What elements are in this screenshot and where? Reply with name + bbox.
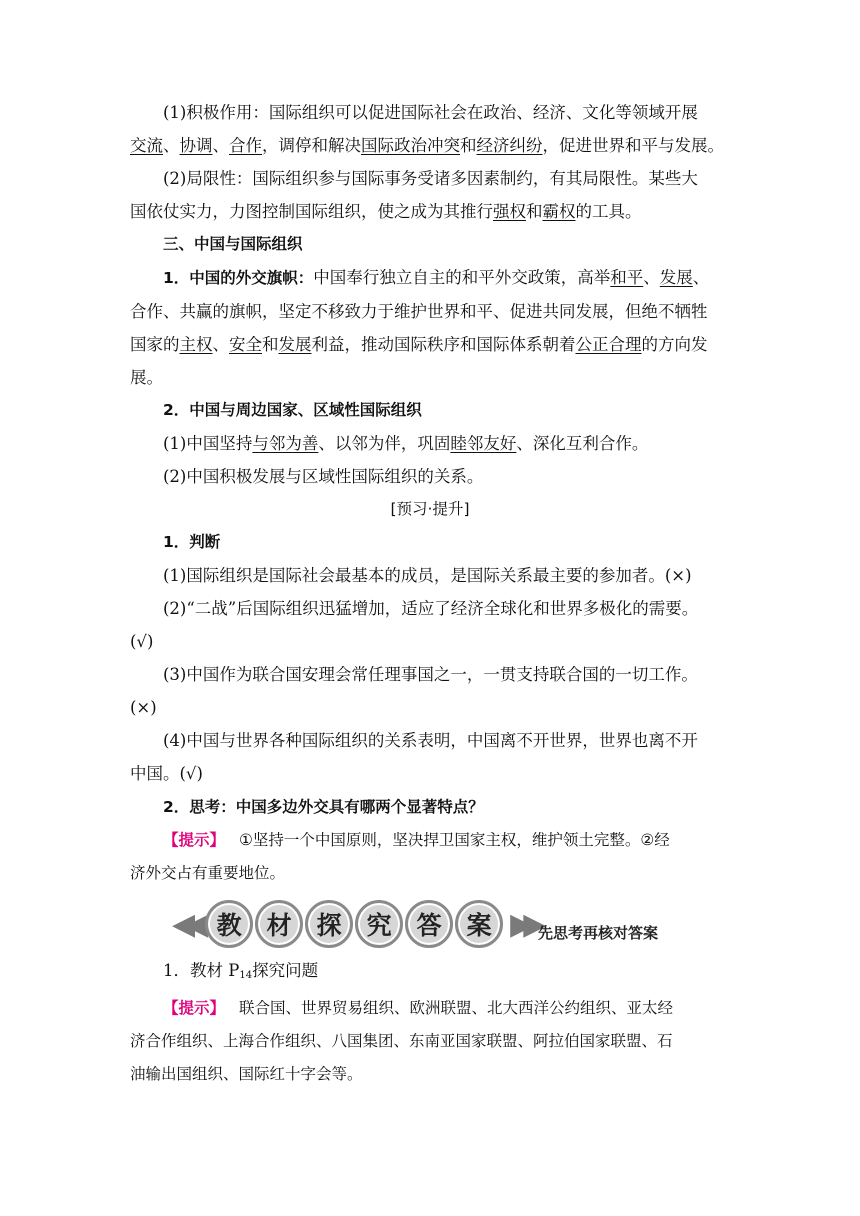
banner-char: 材 <box>255 900 303 948</box>
paragraph-diplomacy-flag-line2: 合作、共赢的旗帜，坚定不移致力于维护世界和平、促进共同发展，但绝不牺牲 <box>130 302 708 321</box>
judge-item-2-line2: (√) <box>130 632 154 651</box>
banner-char: 案 <box>455 900 503 948</box>
paragraph-diplomacy-flag-line4: 展。 <box>130 368 163 387</box>
tip-1-line1: 【提示】 ①坚持一个中国原则，坚决捍卫国家主权，维护领土完整。②经 <box>163 831 670 849</box>
banner-subtitle: 先思考再核对答案 <box>538 924 659 942</box>
paragraph-limitation-line2: 国依仗实力，力图控制国际组织，使之成为其推行强权和霸权的工具。 <box>130 202 642 221</box>
subheading-neighbors: 2．中国与周边国家、区域性国际组织 <box>163 401 422 419</box>
tip-1-line2: 济外交占有重要地位。 <box>130 864 286 882</box>
banner-char: 究 <box>355 900 403 948</box>
paragraph-diplomacy-flag-line1: 1．中国的外交旗帜：中国奉行独立自主的和平外交政策，高举和平、发展、 <box>163 268 710 287</box>
question-think: 2．思考：中国多边外交具有哪两个显著特点？ <box>163 798 484 816</box>
judge-item-4-line1: (4)中国与世界各种国际组织的关系表明，中国离不开世界，世界也离不开 <box>163 731 698 750</box>
judge-item-3-line1: (3)中国作为联合国安理会常任理事国之一，一贯支持联合国的一切工作。 <box>163 665 698 684</box>
judge-item-1: (1)国际组织是国际社会最基本的成员，是国际关系最主要的参加者。(×) <box>163 566 692 585</box>
question-textbook: 1．教材 $P_{14}$探究问题 <box>163 961 319 981</box>
section-heading-china-and-organizations: 三、中国与国际组织 <box>163 235 303 253</box>
double-arrow-left-icon: ◀◀ <box>172 906 199 942</box>
judge-item-2-line1: (2)“二战”后国际组织迅猛增加，适应了经济全球化和世界多极化的需要。 <box>163 599 699 618</box>
tip-2-line2: 济合作组织、上海合作组织、八国集团、东南亚国家联盟、阿拉伯国家联盟、石 <box>130 1032 673 1050</box>
document-page <box>130 96 730 1091</box>
answer-banner <box>130 896 730 954</box>
paragraph-neighbors-1: (1)中国坚持与邻为善、以邻为伴，巩固睦邻友好、深化互利合作。 <box>163 434 649 453</box>
tip-2-line1: 【提示】 联合国、世界贸易组织、欧洲联盟、北大西洋公约组织、亚太经 <box>163 999 674 1017</box>
double-arrow-right-icon: ▶▶ <box>510 906 537 942</box>
tip-2-line3: 油输出国组织、国际红十字会等。 <box>130 1065 363 1083</box>
judge-item-4-line2: 中国。(√) <box>130 764 203 783</box>
judge-item-3-line2: (×) <box>130 698 157 717</box>
banner-char: 教 <box>205 900 253 948</box>
paragraph-diplomacy-flag-line3: 国家的主权、安全和发展利益，推动国际秩序和国际体系朝着公正合理的方向发 <box>130 335 708 354</box>
paragraph-neighbors-2: (2)中国积极发展与区域性国际组织的关系。 <box>163 467 484 486</box>
section-title-preview: [预习·提升] <box>390 500 470 518</box>
banner-char: 答 <box>405 900 453 948</box>
paragraph-positive-role-line1: (1)积极作用：国际组织可以促进国际社会在政治、经济、文化等领域开展 <box>163 103 698 122</box>
tip-label: 【提示】 <box>163 999 226 1017</box>
paragraph-positive-role-line2: 交流、协调、合作，调停和解决国际政治冲突和经济纠纷，促进世界和平与发展。 <box>130 136 724 155</box>
paragraph-limitation-line1: (2)局限性：国际组织参与国际事务受诸多因素制约，有其局限性。某些大 <box>163 169 698 188</box>
question-judge-title: 1．判断 <box>163 533 221 551</box>
tip-label: 【提示】 <box>163 831 226 849</box>
banner-char: 探 <box>305 900 353 948</box>
